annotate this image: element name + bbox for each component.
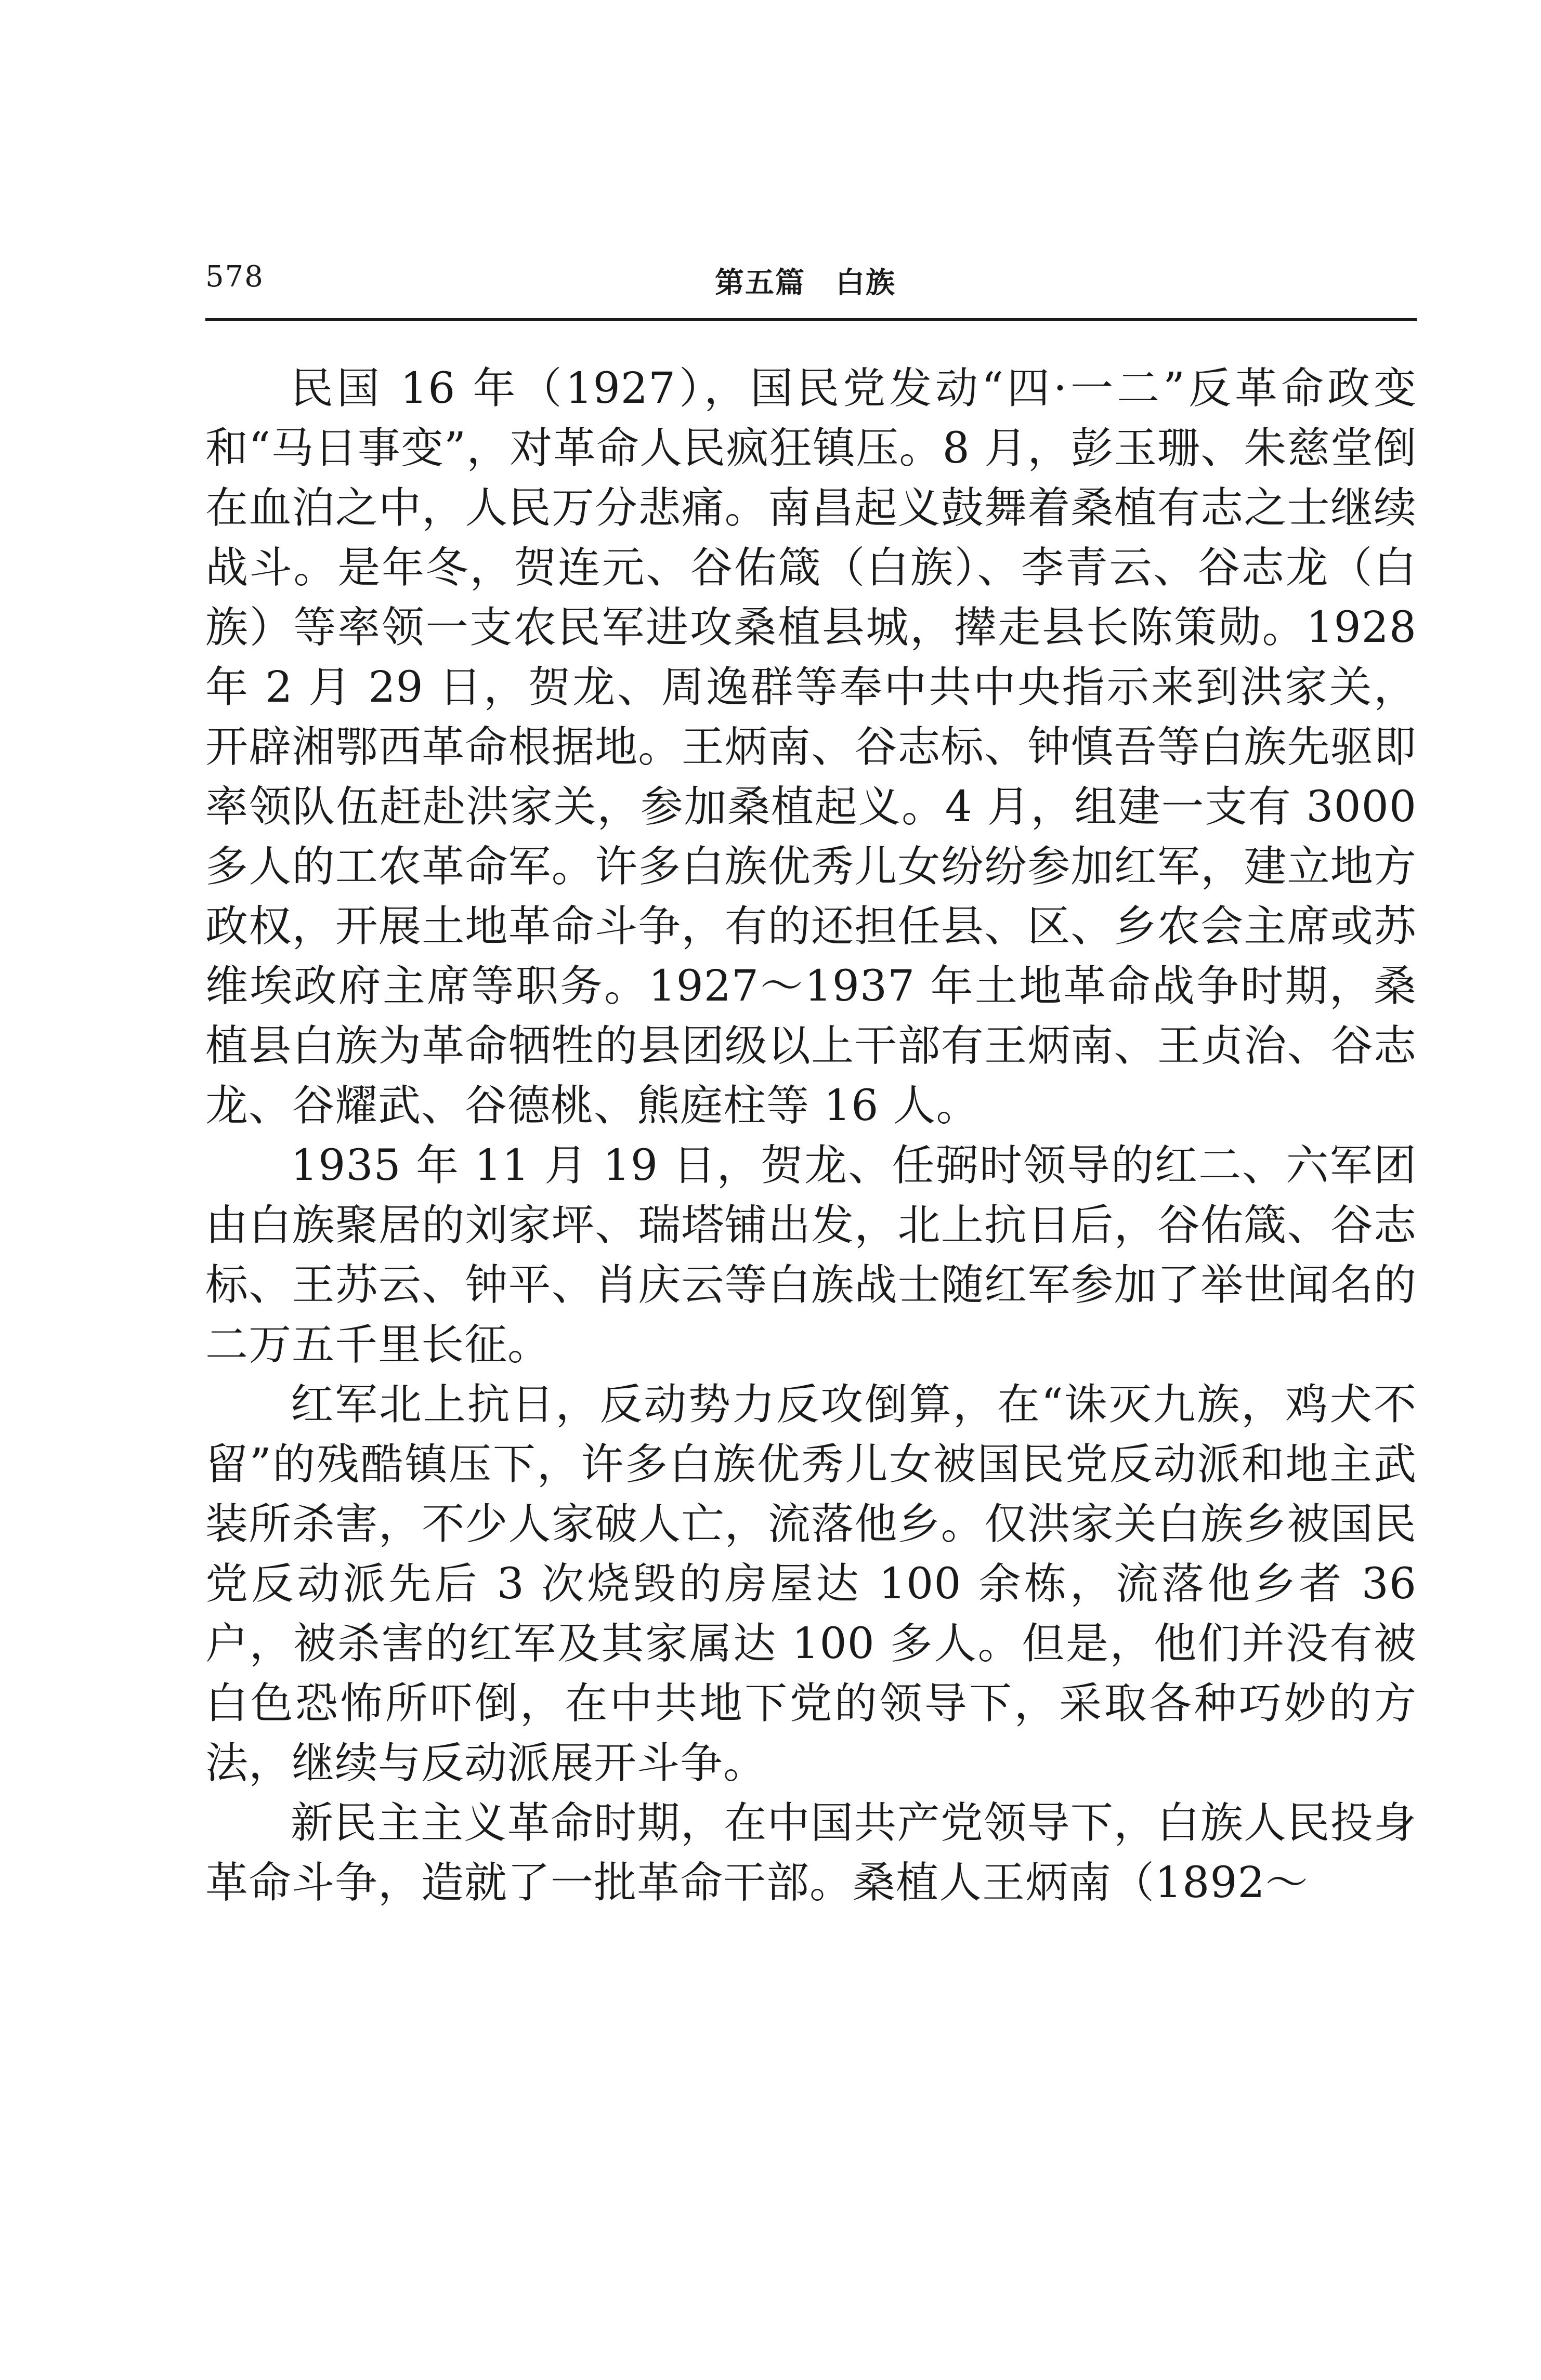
paragraph: 红军北上抗日，反动势力反攻倒算，在“诛灭九族，鸡犬不留”的残酷镇压下，许多白族优秀儿女被国民党反动派和地主武装所杀害，不少人家破人亡，流落他乡。仅洪家关白族乡被国民党反动派先后 3 次烧毁的房屋达 100 余栋，流落他乡者 36 户，被杀害的红军及其家属达 100 多人。但是，他们并没有被白色恐怖所吓倒，在中共地下党的领导下，采取各种巧妙的方法，继续与反动派展开斗争。 <box>205 1380 1417 1788</box>
page-number: 578 <box>205 260 264 294</box>
page-header <box>205 255 1417 301</box>
header-rule <box>205 318 1417 321</box>
paragraph: 新民主主义革命时期，在中国共产党领导下，白族人民投身革命斗争，造就了一批革命干部。桑植人王炳南（1892～ <box>205 1798 1417 1908</box>
body-text <box>205 359 1417 1913</box>
paragraph: 民国 16 年（1927），国民党发动“四·一二”反革命政变和“马日事变”，对革命人民疯狂镇压。8 月，彭玉珊、朱慈堂倒在血泊之中，人民万分悲痛。南昌起义鼓舞着桑植有志之士继续战斗。是年冬，贺连元、谷佑箴（白族）、李青云、谷志龙（白族）等率领一支农民军进攻桑植县城，撵走县长陈策勋。1928 年 2 月 29 日，贺龙、周逸群等奉中共中央指示来到洪家关，开辟湘鄂西革命根据地。王炳南、谷志标、钟慎吾等白族先驱即率领队伍赶赴洪家关，参加桑植起义。4 月，组建一支有 3000 多人的工农革命军。许多白族优秀儿女纷纷参加红军，建立地方政权，开展土地革命斗争，有的还担任县、区、乡农会主席或苏维埃政府主席等职务。1927～1937 年土地革命战争时期，桑植县白族为革命牺牲的县团级以上干部有王炳南、王贞治、谷志龙、谷耀武、谷德桃、熊庭柱等 16 人。 <box>205 364 1417 1130</box>
paragraph: 1935 年 11 月 19 日，贺龙、任弼时领导的红二、六军团由白族聚居的刘家坪、瑞塔铺出发，北上抗日后，谷佑箴、谷志标、王苏云、钟平、肖庆云等白族战士随红军参加了举世闻名的二万五千里长征。 <box>205 1141 1417 1370</box>
running-head: 第五篇 白族 <box>715 266 896 300</box>
